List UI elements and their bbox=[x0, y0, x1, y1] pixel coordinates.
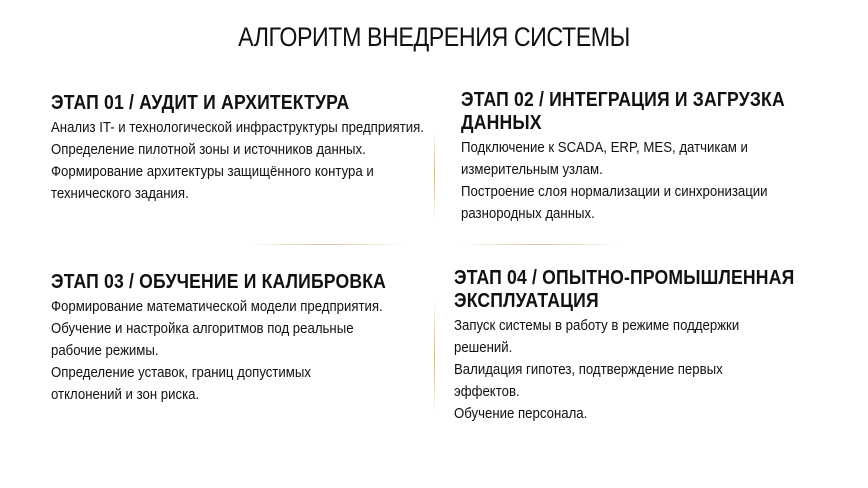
stage-04-line: Запуск системы в работу в режиме поддержки решений. bbox=[454, 317, 740, 356]
stage-01-line: Формирование архитектуры защищённого контура и технического задания. bbox=[51, 163, 374, 202]
stage-02-body bbox=[461, 137, 848, 225]
stage-04-line: Обучение персонала. bbox=[454, 405, 588, 422]
stage-01-title: ЭТАП 01 / АУДИТ И АРХИТЕКТУРА bbox=[51, 92, 350, 114]
stage-01-line: Определение пилотной зоны и источников данных. bbox=[51, 141, 366, 158]
stage-03-line: Обучение и настройка алгоритмов под реальные рабочие режимы. bbox=[51, 320, 354, 359]
stage-04-line: Валидация гипотез, подтверждение первых эффектов. bbox=[454, 361, 723, 400]
stage-04-title: ЭТАП 04 / ОПЫТНО-ПРОМЫШЛЕННАЯ ЭКСПЛУАТАЦИЯ bbox=[454, 267, 795, 312]
stage-02-line: Подключение к SCADA, ERP, MES, датчикам и измерительным узлам. bbox=[461, 139, 748, 178]
stage-01-block bbox=[51, 92, 451, 205]
stage-03-block bbox=[51, 271, 451, 406]
stage-03-line: Определение уставок, границ допустимых отклонений и зон риска. bbox=[51, 364, 311, 403]
horizontal-divider-right bbox=[462, 244, 618, 245]
page-title: АЛГОРИТМ ВНЕДРЕНИЯ СИСТЕМЫ bbox=[238, 22, 630, 52]
stage-02-line: Построение слоя нормализации и синхронизации разнородных данных. bbox=[461, 183, 768, 222]
stage-03-body bbox=[51, 296, 438, 406]
stage-03-line: Формирование математической модели предприятия. bbox=[51, 298, 383, 315]
stage-02-title: ЭТАП 02 / ИНТЕГРАЦИЯ И ЗАГРУЗКА ДАННЫХ bbox=[461, 89, 785, 134]
stage-01-line: Анализ IT- и технологической инфраструктуры предприятия. bbox=[51, 119, 424, 136]
stage-04-body bbox=[454, 315, 841, 425]
horizontal-divider-left bbox=[248, 244, 404, 245]
stage-02-block bbox=[461, 89, 861, 225]
stage-04-block bbox=[454, 267, 854, 425]
stage-03-title: ЭТАП 03 / ОБУЧЕНИЕ И КАЛИБРОВКА bbox=[51, 271, 387, 293]
stage-01-body bbox=[51, 117, 438, 205]
